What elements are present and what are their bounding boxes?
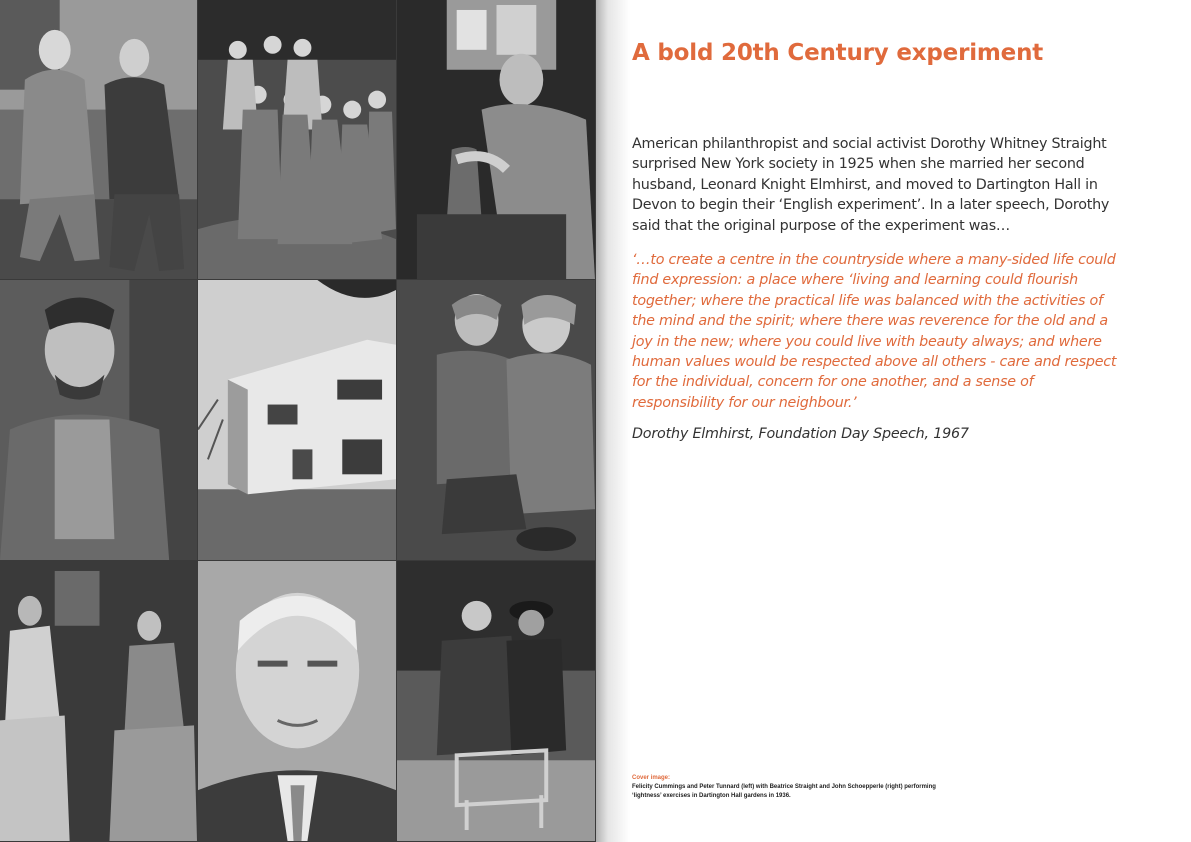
page-title: A bold 20th Century experiment xyxy=(632,40,1044,66)
cover-image-caption xyxy=(632,774,952,801)
photo-couple-seated xyxy=(0,0,198,280)
page-gutter-shadow xyxy=(596,0,630,842)
intro-paragraph: American philanthropist and social activist Dorothy Whitney Straight surprised New York society in 1925 when she married her second husband, Leonard Knight Elmhirst, and moved to Dartington Hall in Devon to begin their ‘English experiment’. In a later speech, Dorothy said that the original purpose of the experiment was… xyxy=(632,136,1110,234)
photo-garden-chairs xyxy=(397,561,596,842)
photo-children-seated xyxy=(397,280,596,561)
photo-modernist-building xyxy=(198,280,397,561)
photo-indian-dancers xyxy=(0,561,198,842)
caption-text: Felicity Cummings and Peter Tunnard (left) with Beatrice Straight and John Schoepperle (right) performing ‘lightness’ exercises in Dartington Hall gardens in 1936. xyxy=(632,784,936,799)
caption-label: Cover image: xyxy=(632,775,671,781)
quote-attribution: Dorothy Elmhirst, Foundation Day Speech, 1967 xyxy=(632,426,969,442)
photo-bearded-man xyxy=(0,280,198,561)
photo-elderly-man xyxy=(198,561,397,842)
photo-potter xyxy=(397,0,596,280)
pull-quote: ‘…to create a centre in the countryside where a many-sided life could find expression: a place where ‘living and learning could flourish together; where the practical life was balanced with the activities of the mind and the spirit; where there was reverence for the old and a joy in the new; where you could live with beauty always; and where human values would be respected above all others - care and respect for the individual, concern for one another, and a sense of responsibility for our neighbour.’ xyxy=(632,252,1117,411)
photo-dancers xyxy=(198,0,397,280)
